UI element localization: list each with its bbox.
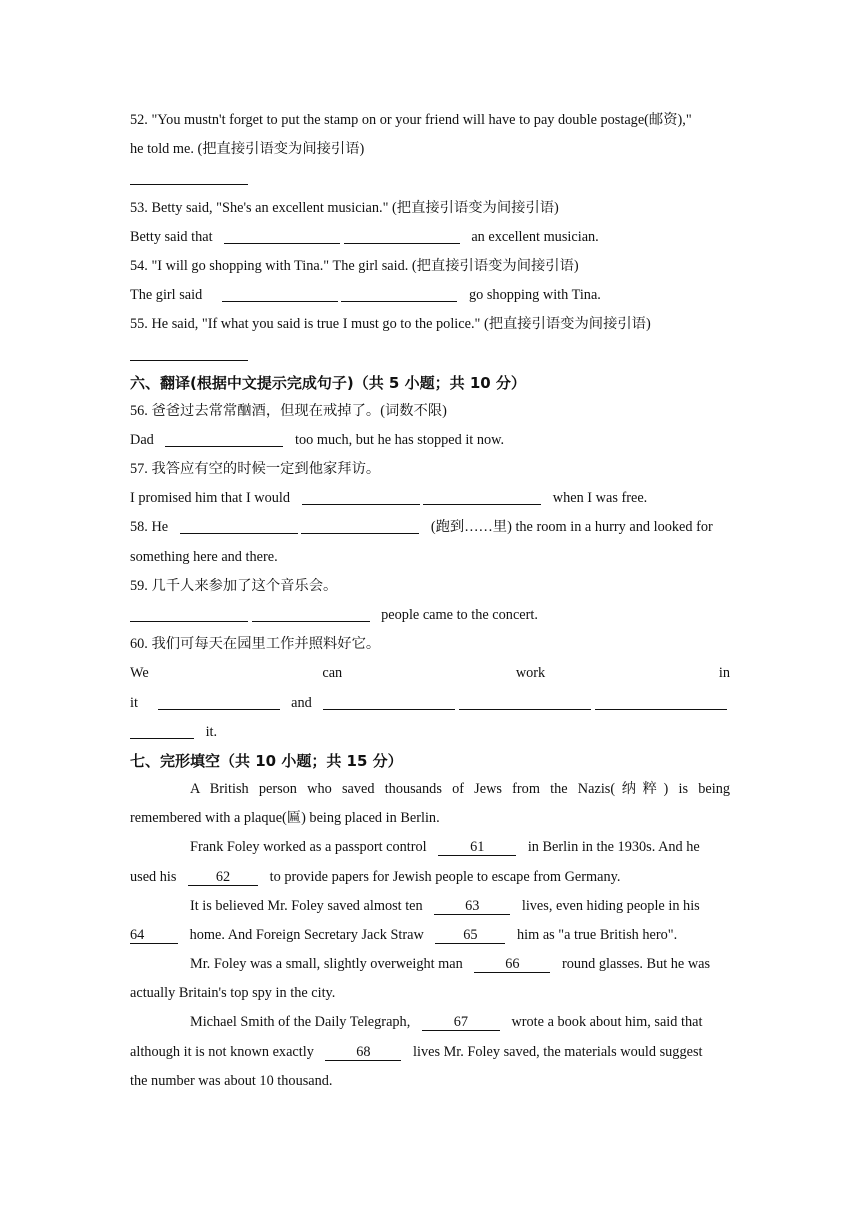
q53-answer-line [130,223,730,252]
cloze-text: It is believed Mr. Foley saved almost ten [190,897,423,914]
cloze-blank-63[interactable]: 63 [434,899,510,915]
q59-prompt: 59. 几千人来参加了这个音乐会。 [130,577,338,594]
q60-word: work [515,665,546,682]
cloze-p3-line1 [130,892,730,921]
answer-blank[interactable] [158,694,280,710]
cloze-p3-line2 [130,921,730,950]
cloze-text: lives, even hiding people in his [521,897,700,914]
section-heading: 七、完形填空（共 10 小题；共 15 分） [130,751,403,770]
cloze-text: although it is not known exactly [130,1043,314,1060]
cloze-text: to provide papers for Jewish people to escape from Germany. [269,868,621,885]
cloze-blank-61[interactable]: 61 [438,840,516,856]
q60-it: it [130,694,138,711]
q53-lead: Betty said that [130,228,213,245]
q52-line1: 52. "You mustn't forget to put the stamp on or your friend will have to pay double postage(邮资)," [130,112,692,128]
q59-answer-line [130,601,730,630]
q56-lead: Dad [130,431,154,448]
answer-blank[interactable] [130,169,248,185]
q60-end: it. [205,723,218,740]
answer-blank[interactable] [130,606,248,622]
q56-answer-line [130,426,730,455]
q54-lead: The girl said [130,287,203,304]
answer-blank[interactable] [595,694,727,710]
answer-blank[interactable] [459,694,591,710]
cloze-p2-line1 [130,833,730,862]
section-heading: 六、翻译(根据中文提示完成句子)（共 5 小题；共 10 分） [130,373,526,392]
q57-tail: when I was free. [552,490,648,507]
cloze-blank-67[interactable]: 67 [422,1015,500,1031]
answer-blank[interactable] [222,286,338,302]
cloze-text: him as "a true British hero". [517,926,678,943]
q54-answer-line [130,281,730,310]
cloze-text: Mr. Foley was a small, slightly overweight man [190,956,463,973]
cloze-text: Frank Foley worked as a passport control [190,839,427,856]
answer-blank[interactable] [130,345,248,361]
answer-blank[interactable] [301,518,419,534]
cloze-text: round glasses. But he was [561,956,711,973]
q60-word: can [322,665,343,682]
cloze-p2-line2 [130,863,730,892]
cloze-p1-line1 [130,775,730,804]
cloze-p5-line2 [130,1038,730,1067]
cloze-text: in Berlin in the 1930s. And he [527,839,700,856]
worksheet-page [130,106,730,1096]
answer-blank[interactable] [341,286,457,302]
q52-line2: he told me. (把直接引语变为间接引语) [130,141,365,158]
q54-tail: go shopping with Tina. [469,287,601,304]
cloze-p4-line1 [130,950,730,979]
answer-blank[interactable] [224,228,340,244]
q60-words-line [130,659,730,688]
answer-blank[interactable] [323,694,455,710]
cloze-p1-line2: remembered with a plaque(匾) being placed in Berlin. [130,810,440,827]
q54-prompt: 54. "I will go shopping with Tina." The girl said. (把直接引语变为间接引语) [130,257,579,274]
cloze-blank-68[interactable]: 68 [325,1045,401,1061]
q53-tail: an excellent musician. [471,228,599,245]
q55-prompt: 55. He said, "If what you said is true I must go to the police." (把直接引语变为间接引语) [130,316,651,333]
cloze-text: A British person who saved thousands of Jews from the Nazis(纳粹) is being [190,780,730,797]
q60-word: We [130,665,149,682]
cloze-blank-65[interactable]: 65 [435,928,505,944]
q58-tail: (跑到……里) the room in a hurry and looked for [430,519,713,536]
q60-prompt: 60. 我们可每天在园里工作并照料好它。 [130,636,381,653]
q57-lead: I promised him that I would [130,490,291,507]
cloze-blank-66[interactable]: 66 [474,957,550,973]
q52-answer-line [130,164,730,193]
cloze-text: wrote a book about him, said that [511,1014,703,1031]
q56-tail: too much, but he has stopped it now. [294,431,505,448]
cloze-p5-line3: the number was about 10 thousand. [130,1072,333,1089]
q55-answer-line [130,340,730,369]
cloze-p4-line2: actually Britain's top spy in the city. [130,985,336,1002]
answer-blank[interactable] [302,489,420,505]
cloze-p5-line1 [130,1008,730,1037]
q53-prompt: 53. Betty said, "She's an excellent musician." (把直接引语变为间接引语) [130,199,559,216]
cloze-text: home. And Foreign Secretary Jack Straw [189,926,424,943]
q58-lead: 58. He [130,519,169,536]
cloze-text: lives Mr. Foley saved, the materials would suggest [413,1043,703,1060]
q57-prompt: 57. 我答应有空的时候一定到他家拜访。 [130,461,381,478]
q58-line2: something here and there. [130,548,278,565]
q60-end-line [130,718,730,747]
cloze-blank-62[interactable]: 62 [188,870,258,886]
answer-blank[interactable] [423,489,541,505]
q56-prompt: 56. 爸爸过去常常酗酒，但现在戒掉了。(词数不限) [130,402,447,419]
cloze-text: used his [130,868,177,885]
answer-blank[interactable] [344,228,460,244]
q60-and: and [291,694,312,711]
answer-blank[interactable] [180,518,298,534]
answer-blank[interactable] [252,606,370,622]
answer-blank[interactable] [165,431,283,447]
cloze-text: Michael Smith of the Daily Telegraph, [190,1014,411,1031]
q60-answer-line [130,689,730,718]
cloze-blank-64[interactable]: 64 [130,928,178,944]
q59-tail: people came to the concert. [381,607,538,623]
q60-word: in [718,665,730,682]
answer-blank[interactable] [130,723,194,739]
q57-answer-line [130,484,730,513]
q58-answer-line [130,513,730,542]
